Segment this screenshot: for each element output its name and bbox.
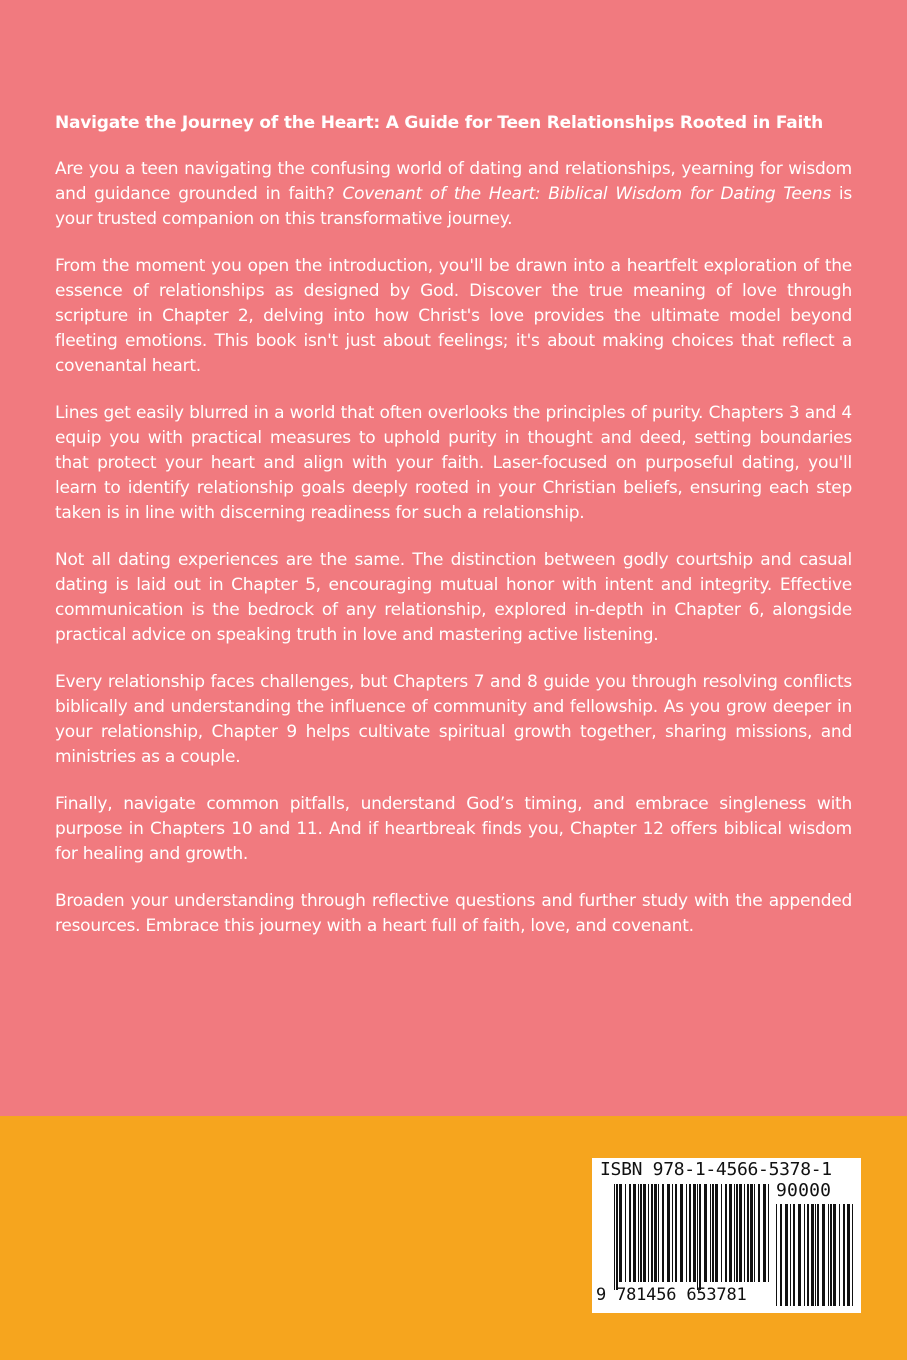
intro-text-start: Are you a teen navigating the confusing world of dating and relationships, yearning for wisdom and guidance grounded in faith? bbox=[55, 159, 852, 204]
blurb-headline: Navigate the Journey of the Heart: A Guide for Teen Relationships Rooted in Faith bbox=[55, 113, 824, 133]
paragraph-courtship: Not all dating experiences are the same. The distinction between godly courtship and casual dating is laid out in Chapter 5, encouraging mutual honor with intent and integrity. Effective communication is the bedrock of any relationship, explored in-depth in Chapter 6, alongside practical advice on speaking truth in love and mastering active listening. bbox=[55, 550, 852, 645]
isbn-barcode-box bbox=[592, 1158, 861, 1313]
price-addon-code: 90000 bbox=[776, 1180, 832, 1201]
isbn-label: ISBN 978-1-4566-5378-1 bbox=[600, 1159, 832, 1180]
book-title-italic: Covenant of the Heart: Biblical Wisdom for Dating Teens bbox=[342, 184, 831, 204]
paragraph-purity: Lines get easily blurred in a world that often overlooks the principles of purity. Chapters 3 and 4 equip you with practical measures to uphold purity in thought and deed, setting boundaries that protect your heart and align with your faith. Laser-focused on purposeful dating, you'll learn to identify relationship goals deeply rooted in your Christian beliefs, ensuring each step taken is in line with discerning readiness for such a relationship. bbox=[55, 403, 852, 523]
paragraph-challenges: Every relationship faces challenges, but Chapters 7 and 8 guide you through resolving conflicts biblically and understanding the influence of community and fellowship. As you grow deeper in your relationship, Chapter 9 helps cultivate spiritual growth together, sharing missions, and ministries as a couple. bbox=[55, 672, 852, 767]
paragraph-pitfalls: Finally, navigate common pitfalls, understand God’s timing, and embrace singleness with purpose in Chapters 10 and 11. And if heartbreak finds you, Chapter 12 offers biblical wisdom for healing and growth. bbox=[55, 794, 852, 864]
intro-text-end: is your trusted companion on this transformative journey. bbox=[55, 184, 853, 229]
blurb-text-block bbox=[55, 110, 852, 961]
intro-paragraph bbox=[55, 157, 852, 232]
paragraph-resources: Broaden your understanding through reflective questions and further study with the appended resources. Embrace this journey with a heart full of faith, love, and covenant. bbox=[55, 891, 852, 936]
ean-digits: 9 781456 653781 bbox=[596, 1285, 747, 1305]
paragraph-love-scripture: From the moment you open the introduction, you'll be drawn into a heartfelt exploration of the essence of relationships as designed by God. Discover the true meaning of love through scripture in Chapter 2, delving into how Christ's love provides the ultimate model beyond fleeting emotions. This book isn't just about feelings; it's about making choices that reflect a covenantal heart. bbox=[55, 256, 852, 376]
